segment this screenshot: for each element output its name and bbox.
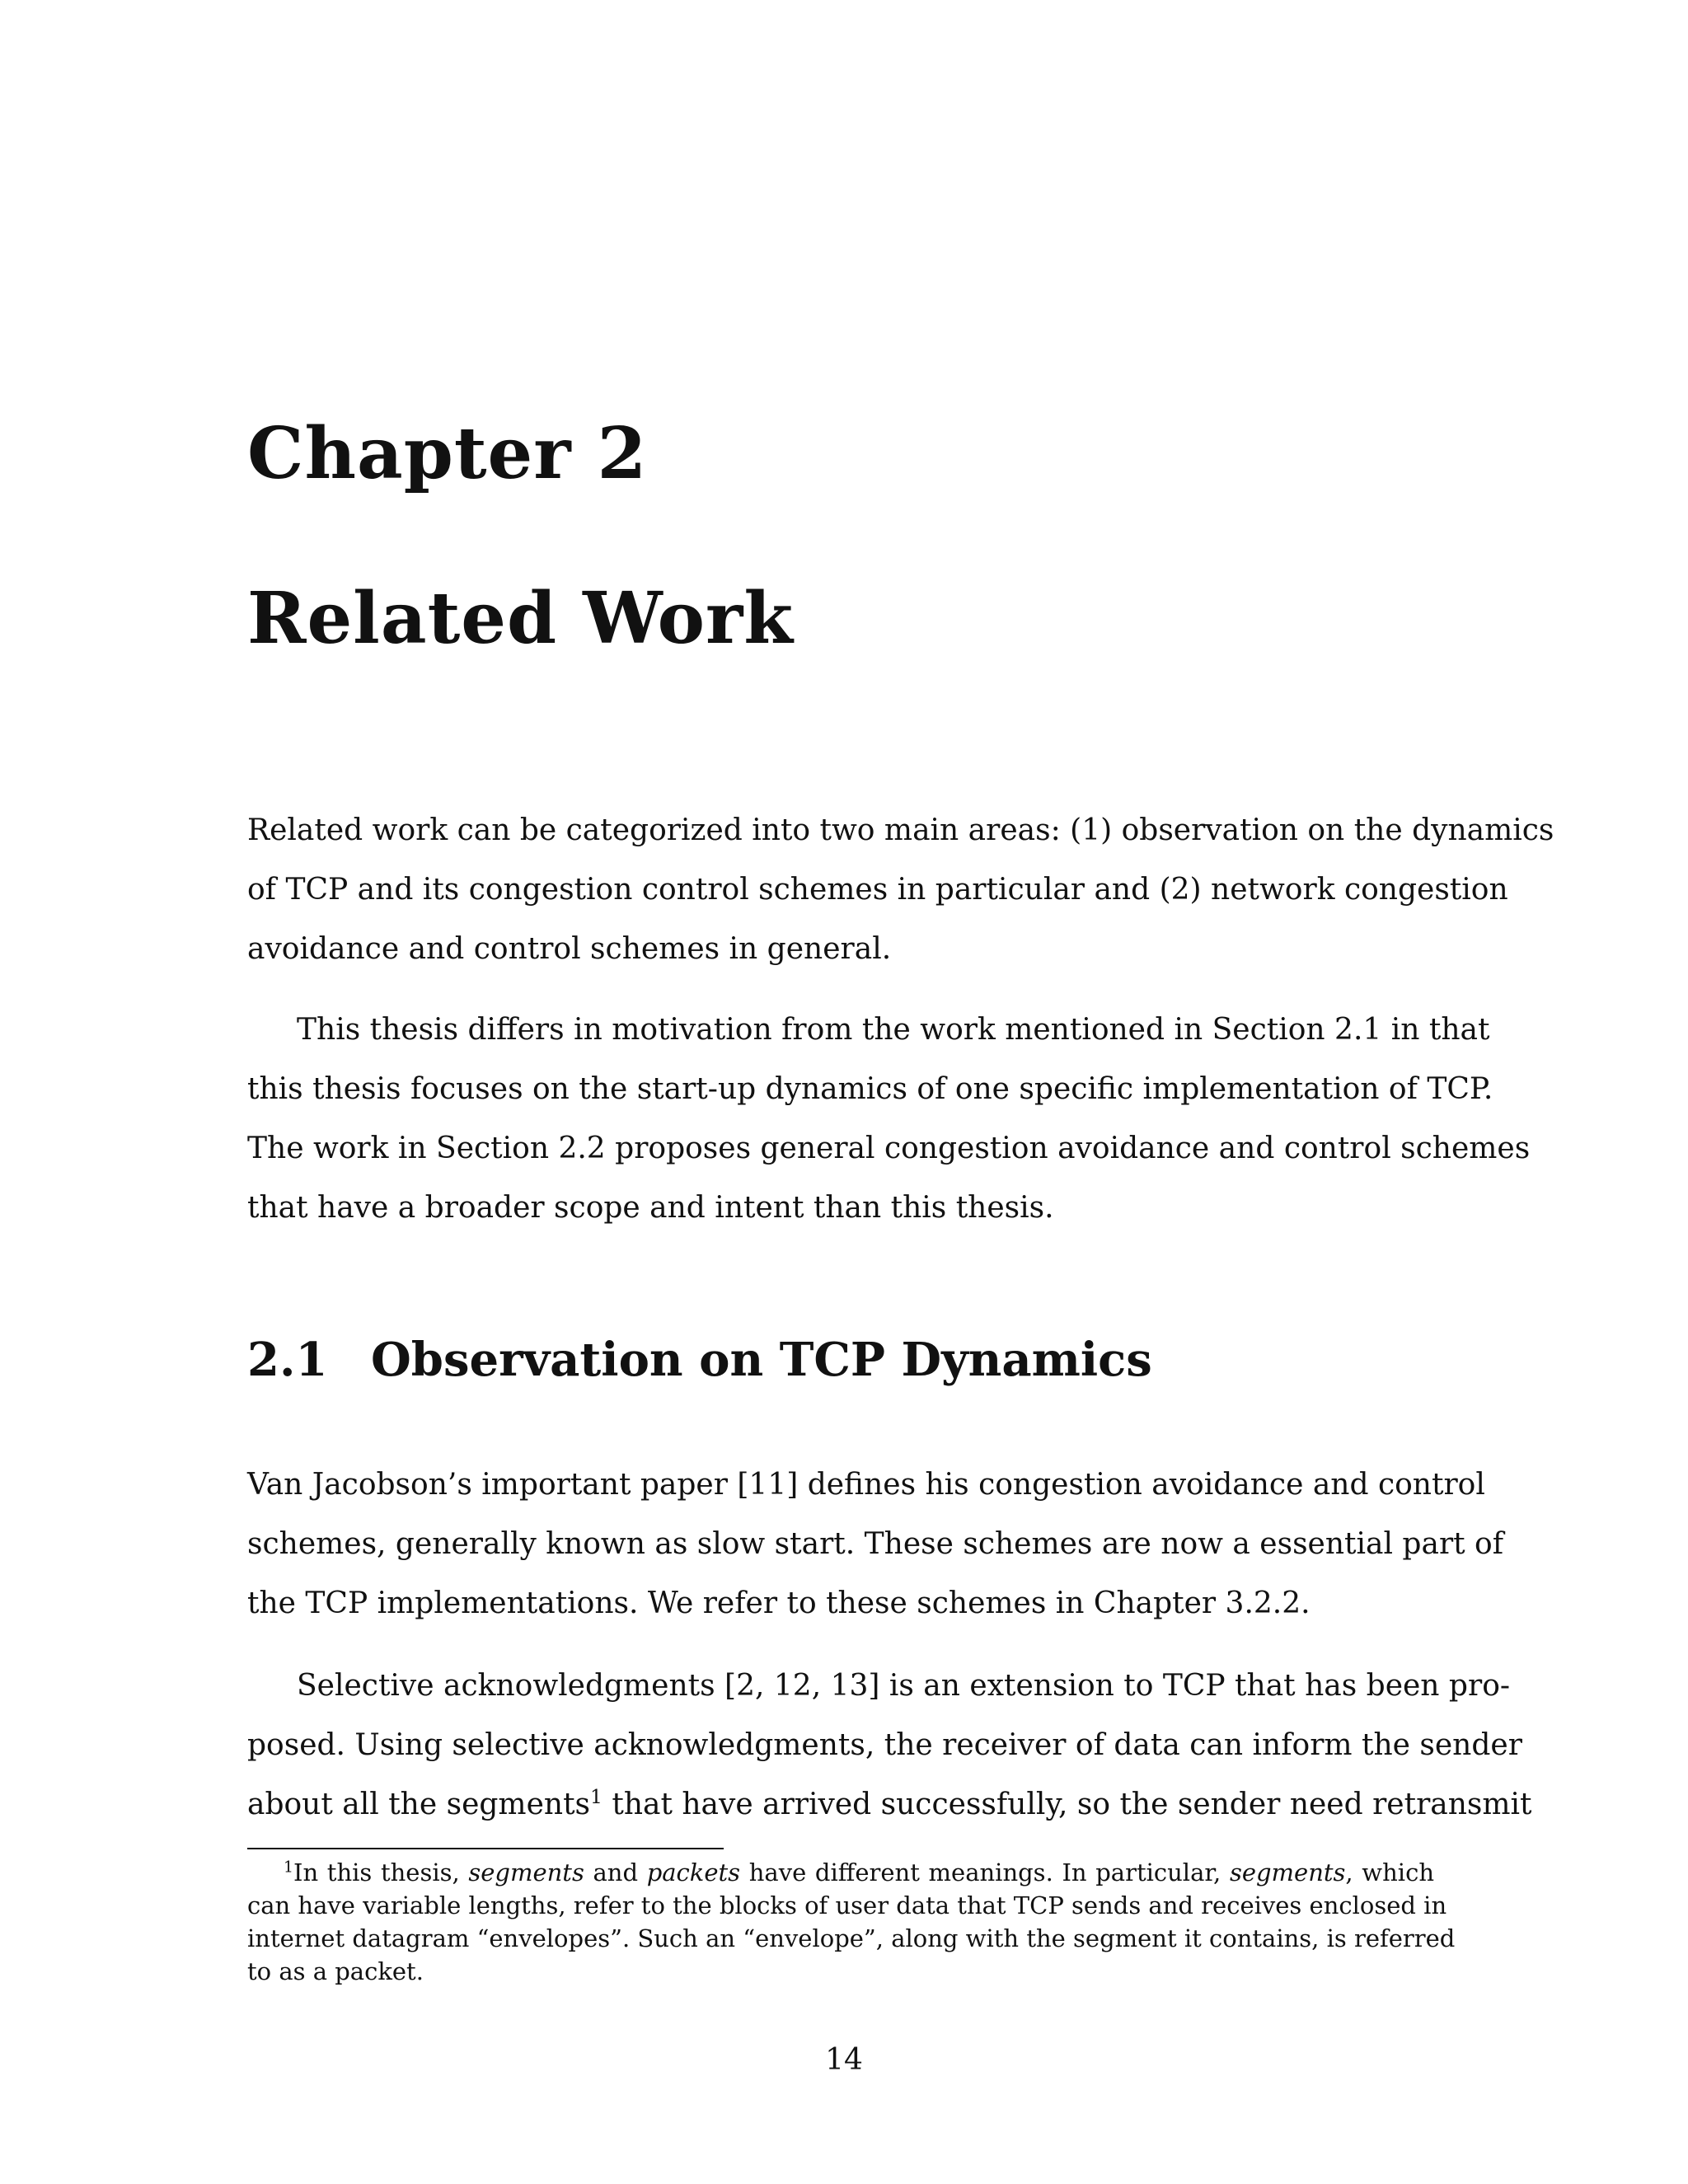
section-title: Observation on TCP Dynamics — [371, 1333, 1152, 1387]
footnote-line: can have variable lengths, refer to the blocks of user data that TCP sends and receives enclosed in — [247, 1891, 1447, 1919]
footnote-reference: 1 — [590, 1785, 603, 1809]
text-fragment: about all the segments — [247, 1788, 591, 1821]
text-line — [247, 1775, 1532, 1835]
text-fragment: have different meanings. In particular, — [740, 1858, 1230, 1886]
footnote-rule — [247, 1848, 724, 1849]
chapter-title: Related Work — [247, 577, 794, 660]
intro-paragraph-2 — [247, 1001, 1531, 1238]
footnote-line: internet datagram “envelopes”. Such an “envelope”, along with the segment it contains, is referred — [247, 1924, 1456, 1952]
footnote-marker: 1 — [284, 1858, 293, 1877]
section-heading — [247, 1333, 1152, 1387]
text-line: Van Jacobson’s important paper [11] defines his congestion avoidance and control — [247, 1468, 1485, 1502]
intro-paragraph-1 — [247, 801, 1554, 979]
text-fragment: In this thesis, — [293, 1858, 469, 1886]
emphasis: segments — [468, 1858, 584, 1886]
text-line: Selective acknowledgments [2, 12, 13] is an extension to TCP that has been pro- — [297, 1669, 1511, 1703]
section-paragraph-2 — [247, 1657, 1532, 1835]
text-line: The work in Section 2.2 proposes general congestion avoidance and control schemes — [247, 1132, 1531, 1165]
footnote-line — [247, 1856, 1434, 1889]
emphasis: packets — [646, 1858, 741, 1886]
text-fragment: , which — [1345, 1858, 1434, 1886]
text-line: that have a broader scope and intent than this thesis. — [247, 1191, 1054, 1225]
footnote-line: to as a packet. — [247, 1957, 424, 1985]
section-number: 2.1 — [247, 1333, 328, 1387]
text-line: this thesis focuses on the start-up dynamics of one specific implementation of TCP. — [247, 1072, 1493, 1106]
text-line: schemes, generally known as slow start. These schemes are now a essential part of — [247, 1527, 1504, 1561]
text-fragment: and — [584, 1858, 647, 1886]
text-line: Related work can be categorized into two main areas: (1) observation on the dynamics — [247, 813, 1554, 847]
text-line: of TCP and its congestion control schemes in particular and (2) network congestion — [247, 873, 1508, 907]
text-line: posed. Using selective acknowledgments, the receiver of data can inform the sender — [247, 1728, 1522, 1762]
text-line: the TCP implementations. We refer to these schemes in Chapter 3.2.2. — [247, 1586, 1311, 1620]
chapter-label: Chapter 2 — [247, 412, 648, 495]
page-number: 14 — [825, 2043, 863, 2077]
text-line: avoidance and control schemes in general. — [247, 932, 892, 966]
text-fragment: that have arrived successfully, so the sender need retransmit — [602, 1788, 1532, 1821]
section-paragraph-1 — [247, 1455, 1504, 1633]
footnote — [247, 1856, 1456, 1988]
text-line: This thesis differs in motivation from the work mentioned in Section 2.1 in that — [297, 1013, 1490, 1047]
emphasis: segments — [1229, 1858, 1346, 1886]
